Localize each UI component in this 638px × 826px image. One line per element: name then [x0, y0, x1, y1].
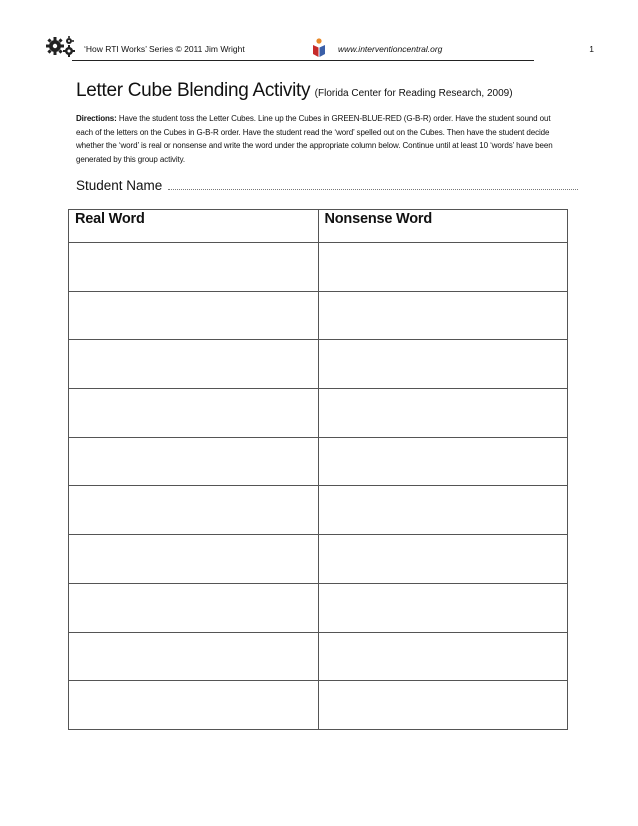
nonsense-word-cell[interactable]	[318, 583, 568, 632]
real-word-cell[interactable]	[69, 291, 319, 340]
table-header-row	[69, 210, 568, 243]
table-row	[69, 291, 568, 340]
series-credit: ‘How RTI Works’ Series © 2011 Jim Wright	[84, 44, 245, 54]
page-header	[46, 38, 594, 60]
table-row	[69, 340, 568, 389]
table-row	[69, 389, 568, 438]
real-word-cell[interactable]	[69, 437, 319, 486]
table-row	[69, 437, 568, 486]
intervention-central-logo-icon	[311, 38, 327, 58]
directions-text: Have the student toss the Letter Cubes. Line up the Cubes in GREEN-BLUE-RED (G-B-R) order. Have the student sound out each of the letters on the Cubes in G-B-R order. Have the student read the ‘word’ spelled out on the Cubes. Then have the student decide whether the ‘word’ is real or nonsense and write the word under the appropriate column below. Continue until at least 10 ‘words’ have been generated by this group activity.	[76, 114, 553, 164]
real-word-cell[interactable]	[69, 340, 319, 389]
gears-icon	[46, 36, 76, 58]
page-number: 1	[589, 44, 594, 54]
nonsense-word-cell[interactable]	[318, 632, 568, 681]
table-row	[69, 681, 568, 730]
column-header-real-word: Real Word	[69, 210, 319, 243]
nonsense-word-cell[interactable]	[318, 291, 568, 340]
nonsense-word-cell[interactable]	[318, 437, 568, 486]
table-row	[69, 243, 568, 292]
header-rule	[72, 60, 534, 61]
word-log-table	[68, 209, 568, 730]
real-word-cell[interactable]	[69, 243, 319, 292]
real-word-cell[interactable]	[69, 535, 319, 584]
website-url[interactable]: www.interventioncentral.org	[338, 44, 443, 54]
directions	[76, 112, 566, 166]
real-word-cell[interactable]	[69, 632, 319, 681]
nonsense-word-cell[interactable]	[318, 681, 568, 730]
title-main: Letter Cube Blending Activity	[76, 80, 311, 101]
nonsense-word-cell[interactable]	[318, 340, 568, 389]
nonsense-word-cell[interactable]	[318, 486, 568, 535]
title-source: (Florida Center for Reading Research, 2009)	[314, 88, 513, 99]
real-word-cell[interactable]	[69, 486, 319, 535]
directions-label: Directions:	[76, 114, 117, 123]
page-title	[76, 80, 513, 102]
table-row	[69, 583, 568, 632]
nonsense-word-cell[interactable]	[318, 243, 568, 292]
real-word-cell[interactable]	[69, 389, 319, 438]
student-name-row	[76, 178, 566, 193]
table-row	[69, 535, 568, 584]
nonsense-word-cell[interactable]	[318, 389, 568, 438]
table-row	[69, 632, 568, 681]
table-row	[69, 486, 568, 535]
student-name-label: Student Name	[76, 178, 163, 193]
nonsense-word-cell[interactable]	[318, 535, 568, 584]
column-header-nonsense-word: Nonsense Word	[318, 210, 568, 243]
real-word-cell[interactable]	[69, 681, 319, 730]
student-name-field[interactable]	[168, 179, 578, 190]
real-word-cell[interactable]	[69, 583, 319, 632]
